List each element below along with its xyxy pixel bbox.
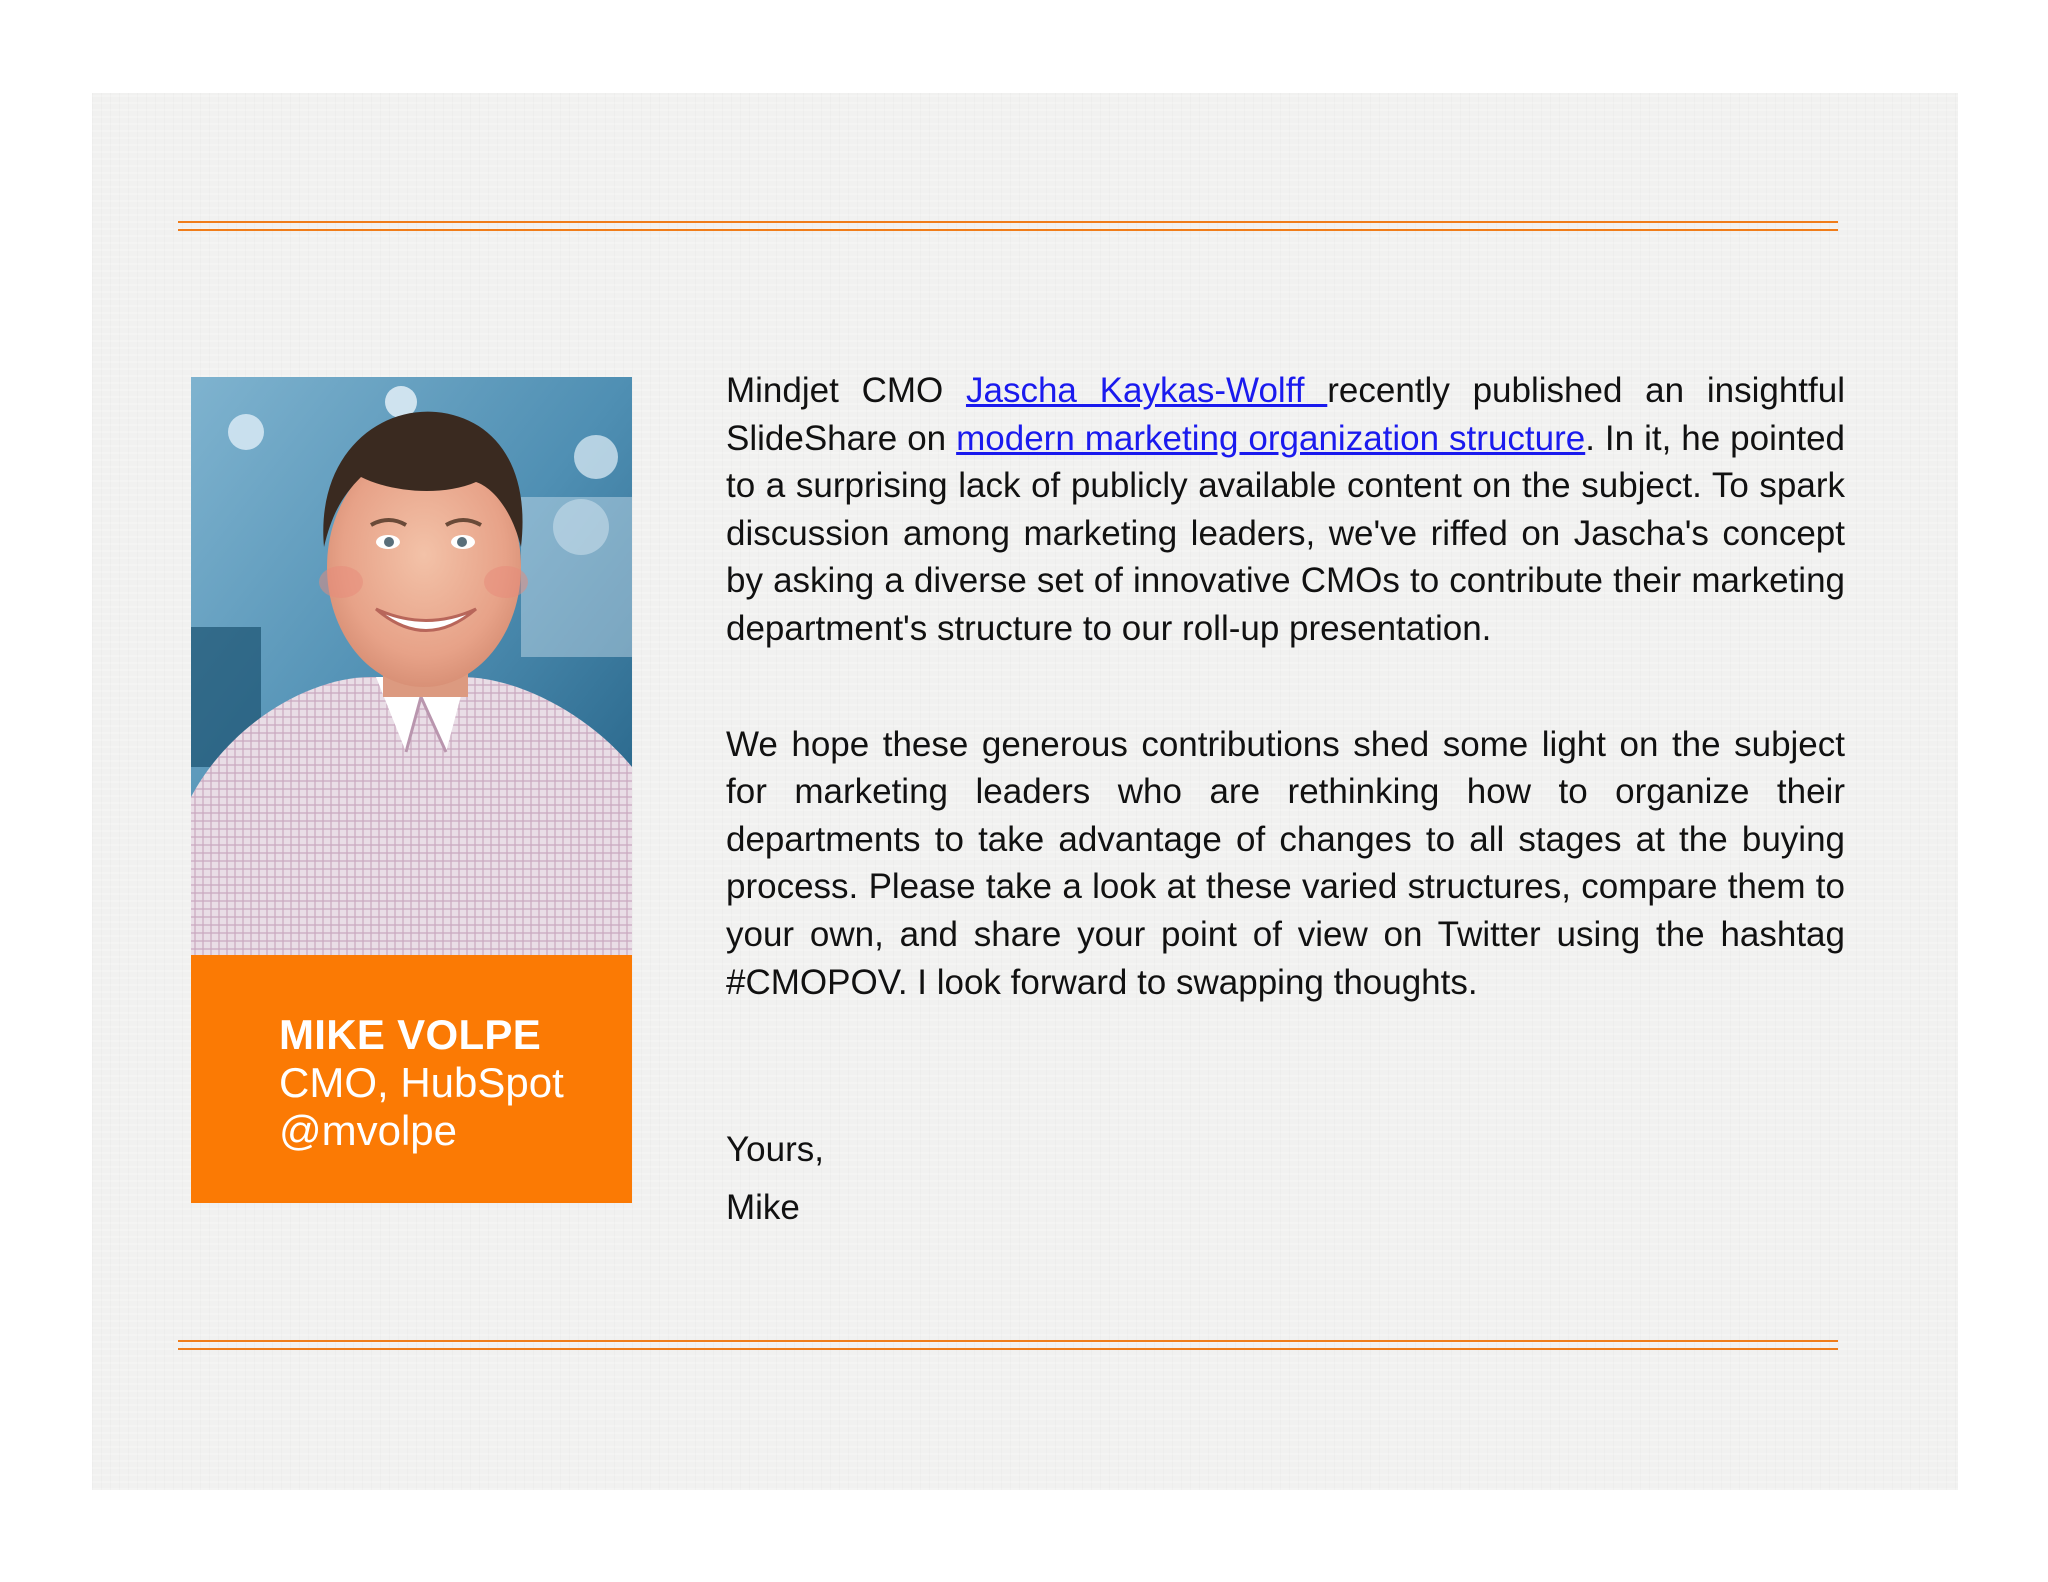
profile-card xyxy=(191,955,632,1203)
author-link[interactable]: Jascha Kaykas-Wolff xyxy=(965,371,1328,410)
top-divider xyxy=(178,221,1838,231)
paragraph-1-middle: recently published an insightful SlideShare on xyxy=(726,371,1845,458)
slideshare-link[interactable]: modern marketing organization structure xyxy=(956,418,1586,458)
profile-handle: @mvolpe xyxy=(279,1107,458,1154)
closing-text: Yours, xyxy=(726,1130,824,1169)
letter-body xyxy=(726,367,1845,1006)
bottom-divider xyxy=(178,1340,1838,1350)
profile-title: CMO, HubSpot xyxy=(279,1059,564,1106)
profile-name: MIKE VOLPE xyxy=(279,1011,542,1058)
letter-paragraph-1 xyxy=(726,367,1845,653)
letter-signoff xyxy=(726,1121,824,1237)
paragraph-1-intro: Mindjet CMO xyxy=(726,371,966,410)
paragraph-1-rest: . In it, he pointed to a surprising lack of publicly available content on the subject. To spark discussion among marketing leaders, we've riffed on Jascha's concept by asking a diverse set of innovative CMOs to contribute their marketing department's structure to our roll-up presentation. xyxy=(726,418,1846,648)
profile-photo xyxy=(191,377,632,955)
letter-paragraph-2: We hope these generous contributions shed some light on the subject for marketing leaders who are rethinking how to organize their departments to take advantage of changes to all stages at the buying process. Please take a look at these varied structures, compare them to your own, and share your point of view on Twitter using the hashtag #CMOPOV. I look forward to swapping thoughts. xyxy=(726,724,1845,1002)
signature-text: Mike xyxy=(726,1188,800,1227)
